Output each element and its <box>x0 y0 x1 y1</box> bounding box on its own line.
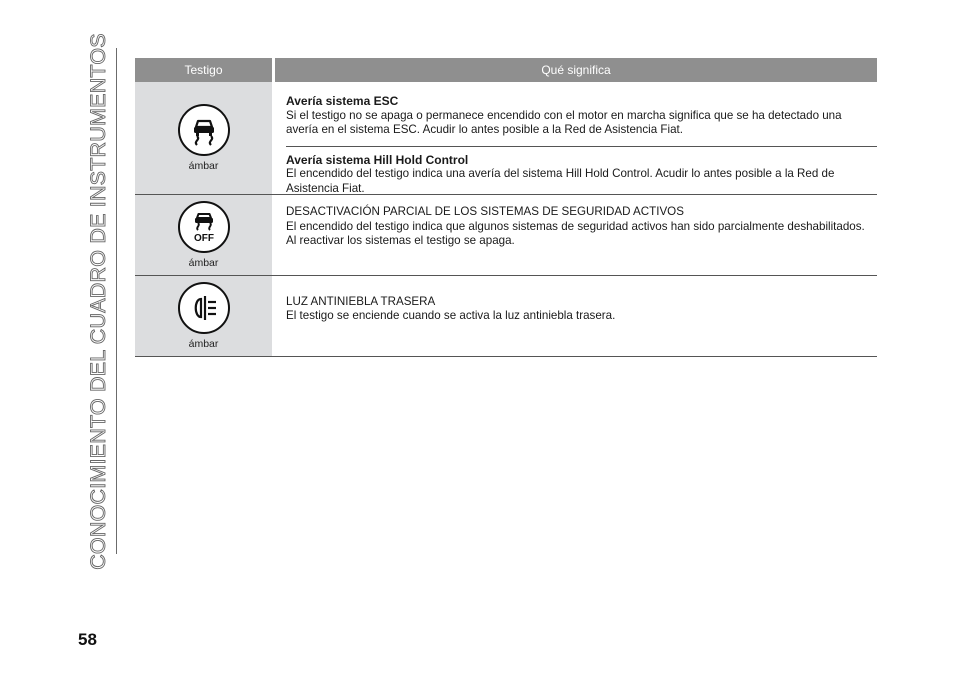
icon-cell <box>135 82 272 194</box>
page-number: 58 <box>78 630 97 649</box>
description-cell <box>272 276 877 356</box>
color-label: ámbar <box>188 338 219 350</box>
segment-title: Avería sistema Hill Hold Control <box>286 152 469 167</box>
segment <box>286 205 877 249</box>
segment-text: El encendido del testigo indica que algunos sistemas de seguridad activos han sido parcialmente deshabilitados. Al reactivar los sistemas el testigo se apaga. <box>286 219 865 248</box>
icon-cell <box>135 195 272 275</box>
color-label: ámbar <box>188 160 219 172</box>
segment <box>286 295 615 324</box>
table-row <box>135 82 877 195</box>
description-cell <box>272 195 877 275</box>
table-row <box>135 276 877 357</box>
esc-skid-icon <box>178 104 230 156</box>
table-header <box>135 58 877 82</box>
segment-text: El testigo se enciende cuando se activa la luz antiniebla trasera. <box>286 309 616 322</box>
rear-fog-light-icon <box>178 282 230 334</box>
header-testigo: Testigo <box>135 58 272 82</box>
warning-lights-table <box>135 58 877 357</box>
icon-cell <box>135 276 272 356</box>
esc-off-icon <box>178 201 230 253</box>
icon-off-text: OFF <box>193 233 214 244</box>
color-label: ámbar <box>188 257 219 269</box>
segment-text: El encendido del testigo indica una avería del sistema Hill Hold Control. Acudir lo antes posible a la Red de Asistencia Fiat. <box>286 167 835 195</box>
segment-text: Si el testigo no se apaga o permanece encendido con el motor en marcha significa que se ha detectado una avería en el sistema ESC. Acudir lo antes posible a la Red de Asistencia Fiat. <box>286 108 842 136</box>
table-row <box>135 195 877 276</box>
segment-title: Avería sistema ESC <box>286 94 399 108</box>
chapter-title: CONOCIMIENTO DEL CUADRO DE INSTRUMENTOS <box>80 48 117 554</box>
segment <box>286 147 877 197</box>
header-que-significa: Qué significa <box>275 58 877 82</box>
segment <box>286 94 877 138</box>
description-cell <box>272 82 877 194</box>
segment-title: LUZ ANTINIEBLA TRASERA <box>286 294 436 308</box>
segment-title: DESACTIVACIÓN PARCIAL DE LOS SISTEMAS DE SEGURIDAD ACTIVOS <box>286 205 684 219</box>
